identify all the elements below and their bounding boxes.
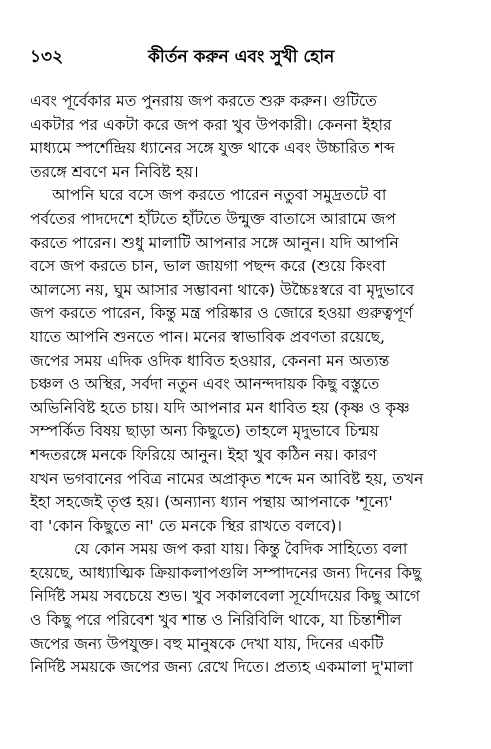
text-line: অভিনিবিষ্ট হতে চায়। যদি আপনার মন ধাবিত হয় (কৃষ্ণ ও কৃষ্ণ (30, 398, 410, 417)
text-line: এবং পূর্বেকার মত পুনরায় জপ করতে শুরু করুন। গুটিতে (30, 92, 377, 110)
text-line: শব্দতরঙ্গে মনকে ফিরিয়ে আনুন। ইহা খুব কঠিন নয়। কারণ (30, 445, 377, 464)
text-line: জপ করতে পারেন, কিন্তু মন্ত্র পরিষ্কার ও জোরে হওয়া গুরুত্বপূর্ণ (30, 304, 413, 323)
body-text (30, 90, 462, 680)
text-line: তরঙ্গে শ্রবণে মন নিবিষ্ট হয়। (30, 162, 199, 181)
text-line: নির্দিষ্ট সময় সবচেয়ে শুভ। খুব সকালবেলা সূর্যোদয়ের কিছু আগে (30, 587, 421, 606)
text-line: জপের সময় এদিক ওদিক ধাবিত হওয়ার, কেননা মন অত্যন্ত (30, 351, 390, 370)
text-line: যাতে আপনি শুনতে পান। মনের স্বাভাবিক প্রবণতা রয়েছে, (30, 327, 385, 346)
text-line: বসে জপ করতে চান, ভাল জায়গা পছন্দ করে (শুয়ে কিংবা (30, 257, 386, 276)
text-line: মাধ্যমে স্পর্শেন্দ্রিয় ধ্যানের সঙ্গে যুক্ত থাকে এবং উচ্চারিত শব্দ (30, 139, 395, 158)
text-line: যখন ভগবানের পবিত্র নামের অপ্রাকৃত শব্দে মন আবিষ্ট হয়, তখন (30, 469, 424, 488)
text-line: সম্পর্কিত বিষয় ছাড়া অন্য কিছুতে) তাহলে মৃদুভাবে চিন্ময় (30, 422, 379, 441)
text-line: চঞ্চল ও অস্থির, সর্বদা নতুন এবং আনন্দদায়ক কিছু বস্তুতে (30, 375, 380, 394)
text-line: পর্বতের পাদদেশে হাঁটতে হাঁটতে উন্মুক্ত বাতাসে আরামে জপ (30, 209, 396, 228)
text-line: ও কিছু পরে পরিবেশ খুব শান্ত ও নিরিবিলি থাকে, যা চিন্তাশীল (30, 611, 402, 630)
page-header (30, 44, 462, 70)
text-line: যে কোন সময় জপ করা যায়। কিন্তু বৈদিক সাহিত্যে বলা (74, 540, 408, 559)
page-number: ১৩২ (30, 47, 64, 67)
text-line: বা 'কোন কিছুতে না' তে মনকে স্থির রাখতে বলবে)। (30, 516, 342, 535)
running-title: কীর্তন করুন এবং সুখী হোন (148, 47, 335, 67)
text-line: জপের জন্য উপযুক্ত। বহু মানুষকে দেখা যায়, দিনের একটি (30, 634, 384, 653)
text-line: আপনি ঘরে বসে জপ করতে পারেন নতুবা সমুদ্রতটে বা (52, 186, 387, 205)
text-line: করতে পারেন। শুধু মালাটি আপনার সঙ্গে আনুন। যদি আপনি (30, 233, 399, 252)
text-line: হয়েছে, আধ্যাত্মিক ক্রিয়াকলাপগুলি সম্পাদনের জন্য দিনের কিছু (30, 563, 422, 582)
text-line: আলস্যে নয়, ঘুম আসার সম্ভাবনা থাকে) উচ্চৈঃস্বরে বা মৃদুভাবে (30, 280, 415, 299)
text-line: একটার পর একটা করে জপ করা খুব উপকারী। কেননা ইহার (30, 115, 392, 134)
text-line: ইহা সহজেই তৃপ্ত হয়। (অন্যান্য ধ্যান পন্থায় আপনাকে 'শূন্যে' (30, 493, 393, 512)
text-line: নির্দিষ্ট সময়কে জপের জন্য রেখে দিতে। প্রত্যহ একমালা দু'মালা (30, 658, 414, 677)
